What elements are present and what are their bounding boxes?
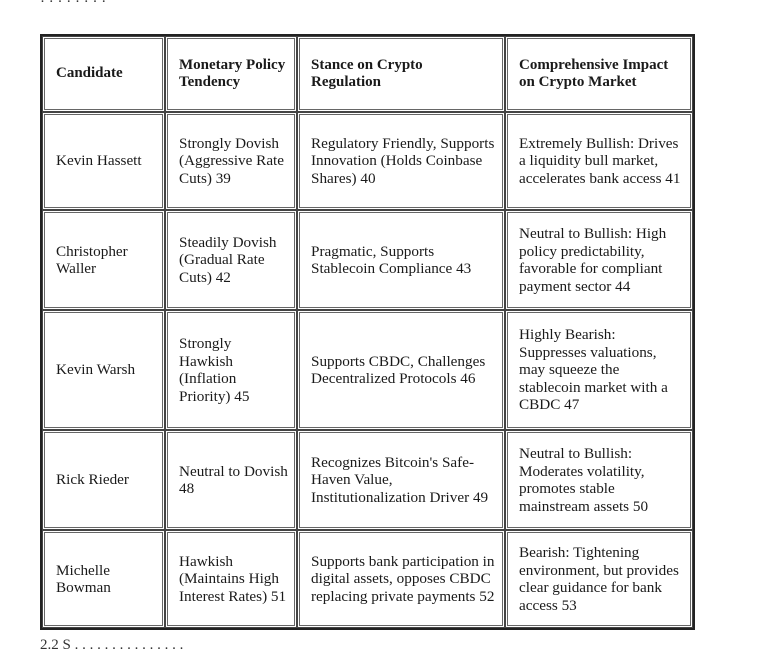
table-row <box>42 430 693 530</box>
impact-cell: Extremely Bullish: Drives a liquidity bull market, accelerates bank access 41 <box>505 112 693 210</box>
policy-cell: Steadily Dovish (Gradual Rate Cuts) 42 <box>165 210 297 310</box>
table-row <box>42 310 693 430</box>
header-crypto-regulation: Stance on Crypto Regulation <box>297 36 505 112</box>
stance-cell: Supports CBDC, Challenges Decentralized Protocols 46 <box>297 310 505 430</box>
policy-cell: Hawkish (Maintains High Interest Rates) 51 <box>165 530 297 628</box>
impact-cell: Bearish: Tightening environment, but provides clear guidance for bank access 53 <box>505 530 693 628</box>
table-header-row <box>42 36 693 112</box>
impact-cell: Highly Bearish: Suppresses valuations, may squeeze the stablecoin market with a CBDC 47 <box>505 310 693 430</box>
candidate-name: Michelle Bowman <box>42 530 165 628</box>
stance-cell: Supports bank participation in digital assets, opposes CBDC replacing private payments 52 <box>297 530 505 628</box>
policy-cell: Neutral to Dovish 48 <box>165 430 297 530</box>
candidate-comparison-table <box>40 34 695 630</box>
table-row <box>42 530 693 628</box>
table-row <box>42 210 693 310</box>
clipped-next-heading: 2.2 S . . . . . . . . . . . . . . . <box>40 637 184 653</box>
stance-cell: Regulatory Friendly, Supports Innovation (Holds Coinbase Shares) 40 <box>297 112 505 210</box>
stance-cell: Recognizes Bitcoin's Safe-Haven Value, Institutionalization Driver 49 <box>297 430 505 530</box>
clipped-previous-line: · · · · · · · · <box>40 0 107 10</box>
candidate-name: Rick Rieder <box>42 430 165 530</box>
candidate-name: Christopher Waller <box>42 210 165 310</box>
table-row <box>42 112 693 210</box>
policy-cell: Strongly Dovish (Aggressive Rate Cuts) 39 <box>165 112 297 210</box>
header-candidate: Candidate <box>42 36 165 112</box>
header-market-impact: Comprehensive Impact on Crypto Market <box>505 36 693 112</box>
policy-cell: Strongly Hawkish (Inflation Priority) 45 <box>165 310 297 430</box>
impact-cell: Neutral to Bullish: High policy predictability, favorable for compliant payment sector 44 <box>505 210 693 310</box>
header-monetary-policy: Monetary Policy Tendency <box>165 36 297 112</box>
candidate-name: Kevin Warsh <box>42 310 165 430</box>
candidate-name: Kevin Hassett <box>42 112 165 210</box>
stance-cell: Pragmatic, Supports Stablecoin Compliance 43 <box>297 210 505 310</box>
impact-cell: Neutral to Bullish: Moderates volatility, promotes stable mainstream assets 50 <box>505 430 693 530</box>
